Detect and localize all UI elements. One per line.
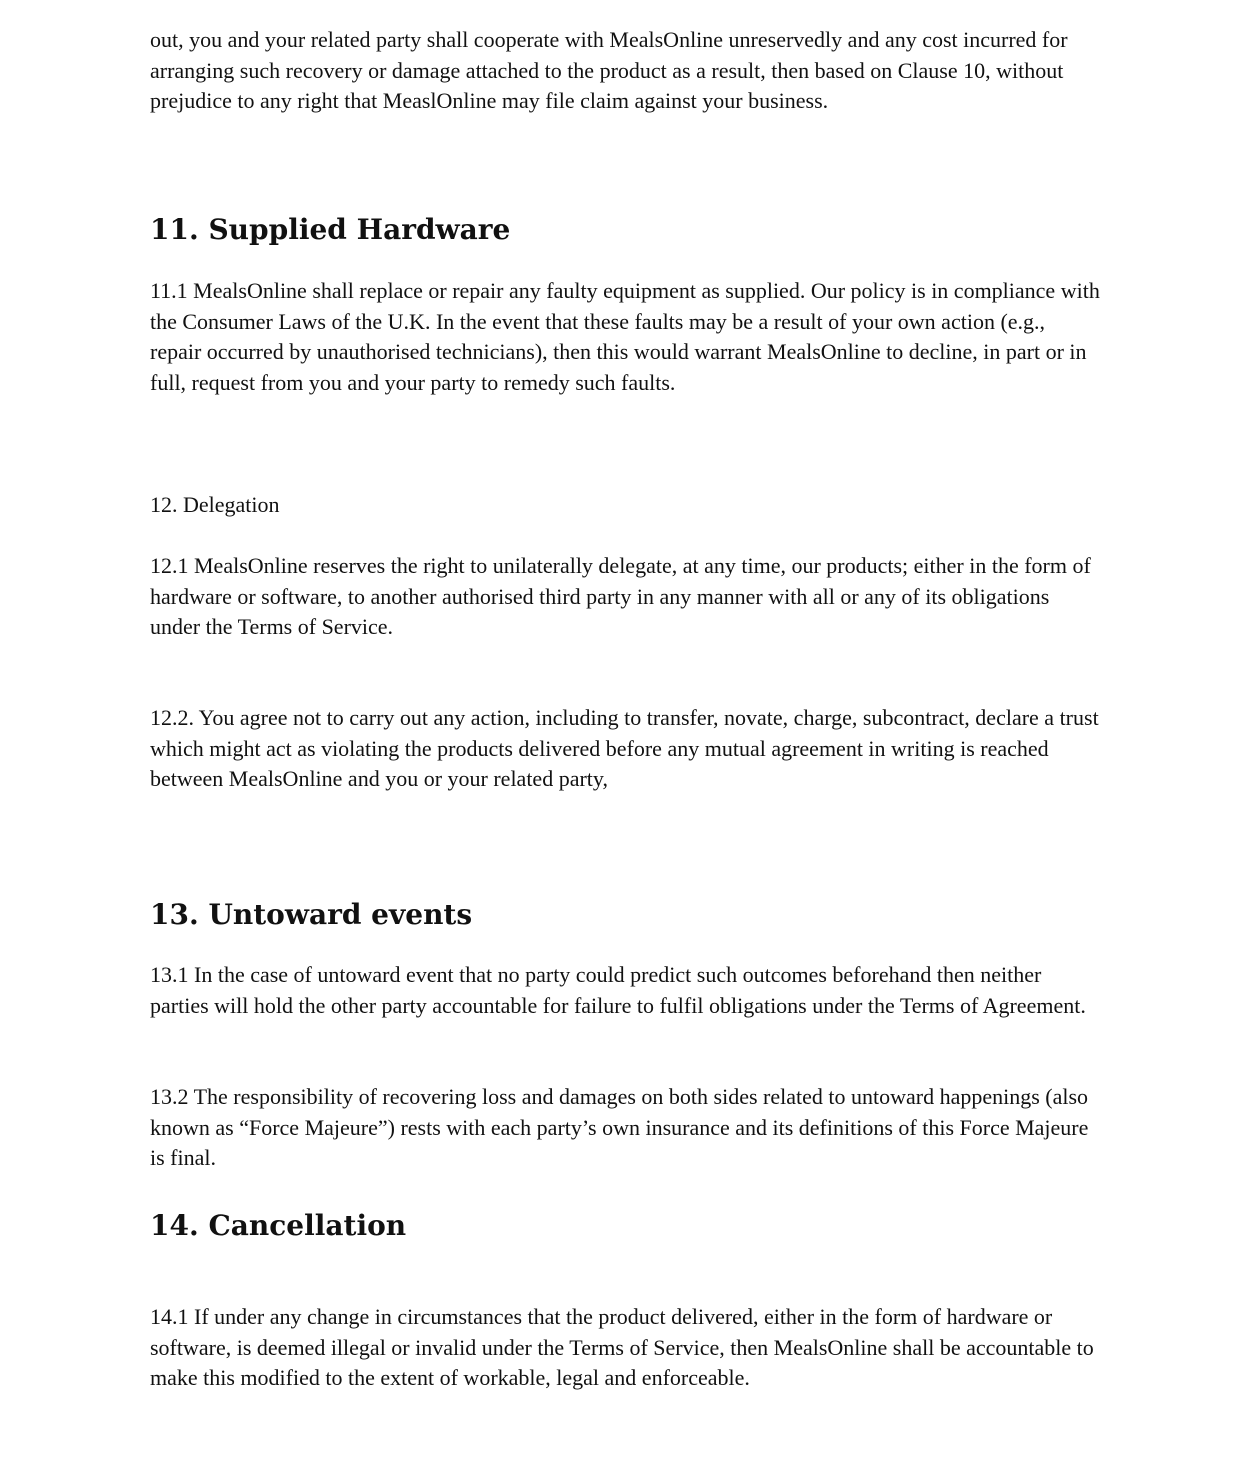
clause-11-1: 11.1 MealsOnline shall replace or repair any faulty equipment as supplied. Our policy is in compliance with the Consumer Laws of the U.K. In the event that these faults may be a result of your own action (e.g., repair occurred by unauthorised technicians), then this would warrant MealsOnline to decline, in part or in full, request from you and your party to remedy such faults. (150, 278, 1100, 395)
section-12-heading: 12. Delegation (150, 492, 280, 517)
clause-12-2: 12.2. You agree not to carry out any action, including to transfer, novate, charge, subcontract, declare a trust which might act as violating the products delivered before any mutual agreement in writing is reached between MealsOnline and you or your related party, (150, 705, 1099, 792)
continuation-paragraph: out, you and your related party shall cooperate with MealsOnline unreservedly and any cost incurred for arranging such recovery or damage attached to the product as a result, then based on Clause 10, without prejudice to any right that MeaslOnline may file claim against your business. (150, 27, 1068, 114)
section-13-heading: 13. Untoward events (150, 898, 473, 931)
clause-13-2: 13.2 The responsibility of recovering loss and damages on both sides related to untoward happenings (also known as “Force Majeure”) rests with each party’s own insurance and its definitions of this Force Majeure is final. (150, 1084, 1089, 1171)
section-11-heading: 11. Supplied Hardware (150, 213, 511, 246)
clause-12-1: 12.1 MealsOnline reserves the right to unilaterally delegate, at any time, our products; either in the form of hardware or software, to another authorised third party in any manner with all or any of its obligations under the Terms of Service. (150, 553, 1091, 640)
clause-14-1: 14.1 If under any change in circumstances that the product delivered, either in the form of hardware or software, is deemed illegal or invalid under the Terms of Service, then MealsOnline shall be accountable to make this modified to the extent of workable, legal and enforceable. (150, 1304, 1094, 1391)
clause-13-1: 13.1 In the case of untoward event that no party could predict such outcomes beforehand then neither parties will hold the other party accountable for failure to fulfil obligations under the Terms of Agreement. (150, 962, 1086, 1018)
section-14-heading: 14. Cancellation (150, 1209, 407, 1242)
